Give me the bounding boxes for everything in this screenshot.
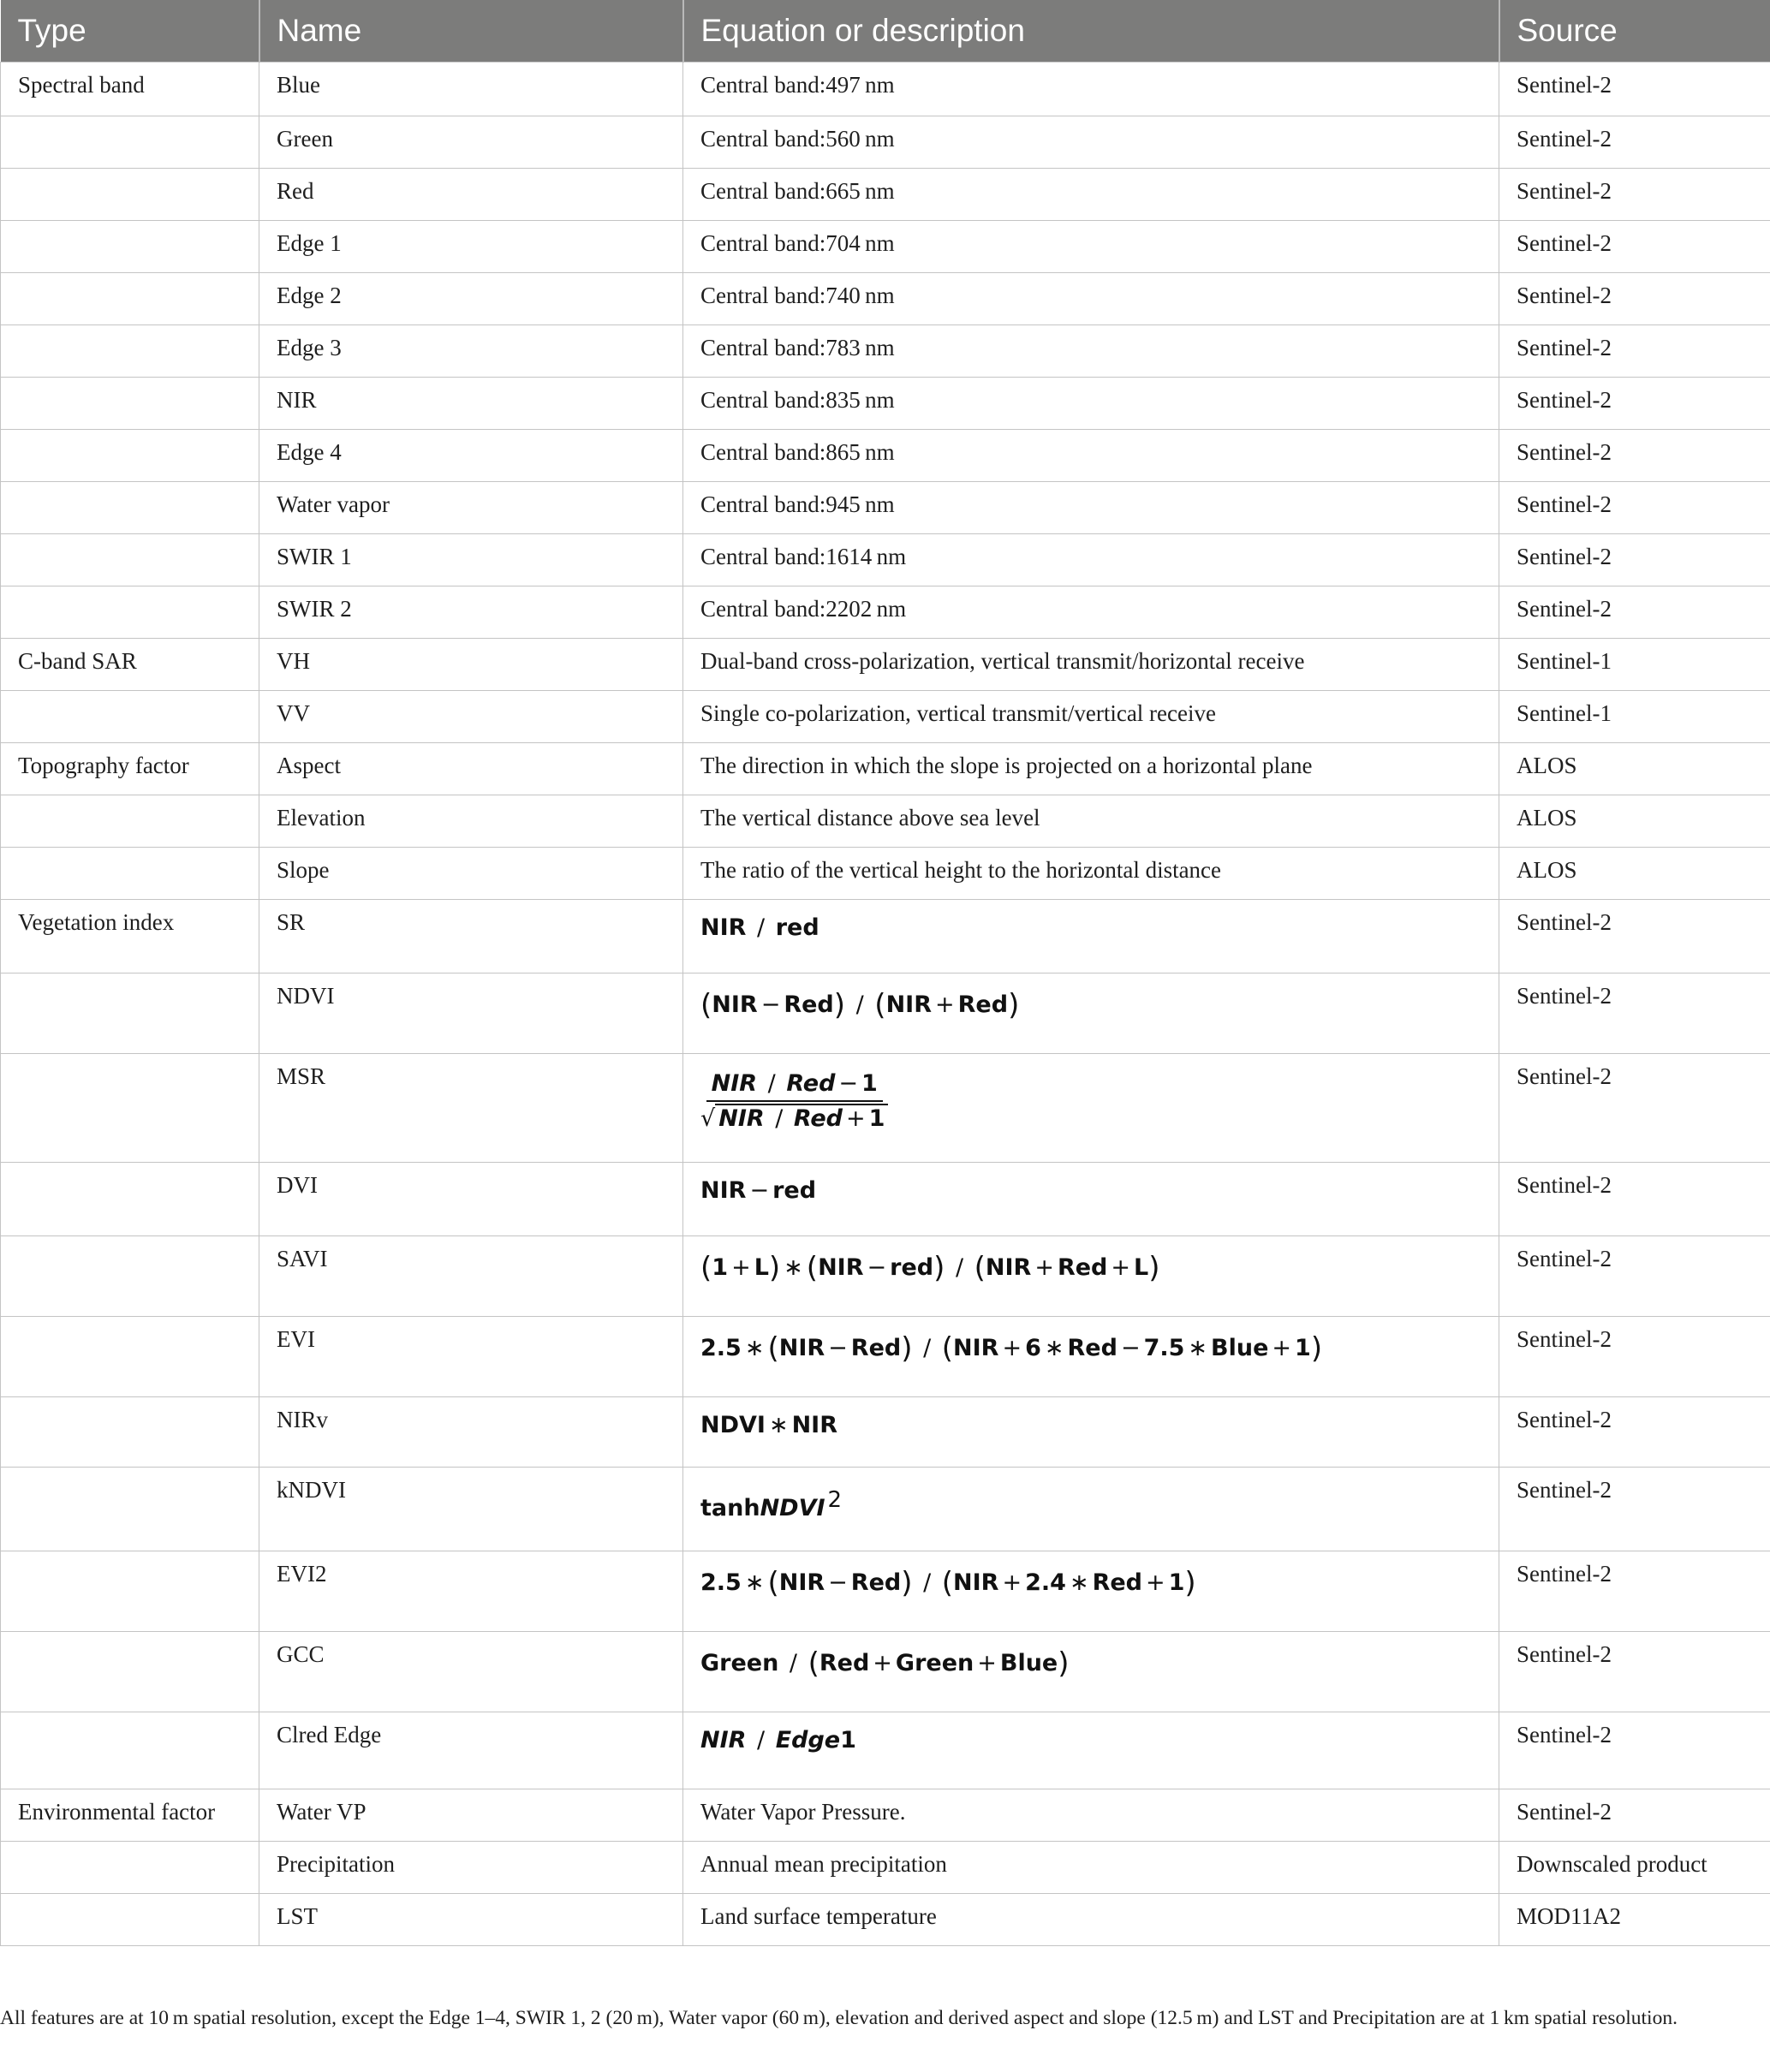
cell-type: Topography factor	[1, 742, 259, 795]
header-name: Name	[259, 0, 683, 62]
cell-name: Water vapor	[259, 481, 683, 533]
cell-desc: Single co-polarization, vertical transmit/vertical receive	[683, 690, 1499, 742]
cell-equation	[683, 1053, 1499, 1162]
cell-desc: Annual mean precipitation	[683, 1841, 1499, 1893]
cell-source: Sentinel-2	[1499, 1631, 1770, 1712]
table-row	[1, 1396, 1770, 1467]
cell-type	[1, 116, 259, 168]
cell-type	[1, 1841, 259, 1893]
cell-desc: Central band:2202 nm	[683, 586, 1499, 638]
table-row	[1, 272, 1770, 324]
cell-source: Sentinel-2	[1499, 324, 1770, 377]
table-row	[1, 533, 1770, 586]
cell-desc: Central band:497 nm	[683, 62, 1499, 116]
cell-name: EVI	[259, 1316, 683, 1396]
cell-name: EVI2	[259, 1551, 683, 1631]
equation-sr: NIR / red	[700, 914, 819, 941]
cell-type	[1, 1467, 259, 1551]
header-description: Equation or description	[683, 0, 1499, 62]
table-row	[1, 586, 1770, 638]
table-row	[1, 1162, 1770, 1235]
cell-desc: Central band:783 nm	[683, 324, 1499, 377]
table-row	[1, 1551, 1770, 1631]
cell-type: Spectral band	[1, 62, 259, 116]
cell-type	[1, 1396, 259, 1467]
equation-savi: (1 + L) ∗ (NIR − red) / (NIR + Red + L)	[700, 1250, 1160, 1285]
cell-name: SAVI	[259, 1235, 683, 1316]
cell-desc: The vertical distance above sea level	[683, 795, 1499, 847]
cell-desc: Central band:1614 nm	[683, 533, 1499, 586]
cell-source: Sentinel-2	[1499, 1316, 1770, 1396]
cell-source: Downscaled product	[1499, 1841, 1770, 1893]
table-row	[1, 1789, 1770, 1841]
cell-type	[1, 1551, 259, 1631]
cell-name: NIRv	[259, 1396, 683, 1467]
cell-type	[1, 1053, 259, 1162]
cell-type	[1, 481, 259, 533]
cell-name: NDVI	[259, 973, 683, 1053]
table-row	[1, 220, 1770, 272]
cell-source: Sentinel-2	[1499, 586, 1770, 638]
cell-desc: Central band:835 nm	[683, 377, 1499, 429]
table-row	[1, 429, 1770, 481]
table-row	[1, 1467, 1770, 1551]
table-row	[1, 690, 1770, 742]
cell-source: MOD11A2	[1499, 1893, 1770, 1945]
table-row	[1, 1893, 1770, 1945]
cell-source: Sentinel-2	[1499, 220, 1770, 272]
cell-source: Sentinel-2	[1499, 973, 1770, 1053]
table-row	[1, 847, 1770, 899]
cell-type: Environmental factor	[1, 1789, 259, 1841]
cell-type	[1, 1712, 259, 1789]
cell-name: MSR	[259, 1053, 683, 1162]
cell-type	[1, 586, 259, 638]
cell-name: Green	[259, 116, 683, 168]
table-row	[1, 481, 1770, 533]
equation-gcc: Green / (Red + Green + Blue)	[700, 1646, 1070, 1681]
cell-desc: Central band:740 nm	[683, 272, 1499, 324]
cell-type	[1, 272, 259, 324]
equation-ndvi: (NIR − Red) / (NIR + Red)	[700, 987, 1020, 1022]
cell-name: Edge 4	[259, 429, 683, 481]
equation-evi2: 2.5 ∗ (NIR − Red) / (NIR + 2.4 ∗ Red + 1)	[700, 1565, 1196, 1600]
table-row	[1, 168, 1770, 220]
cell-source: ALOS	[1499, 795, 1770, 847]
equation-kndvi: tanhNDVI $^2$	[700, 1486, 843, 1521]
table-row	[1, 377, 1770, 429]
cell-name: NIR	[259, 377, 683, 429]
table-row	[1, 899, 1770, 973]
cell-type	[1, 1162, 259, 1235]
cell-equation	[683, 1235, 1499, 1316]
cell-source: Sentinel-2	[1499, 62, 1770, 116]
table-row	[1, 1841, 1770, 1893]
cell-name: VV	[259, 690, 683, 742]
cell-type	[1, 377, 259, 429]
cell-type	[1, 1316, 259, 1396]
table-row	[1, 795, 1770, 847]
cell-source: Sentinel-2	[1499, 899, 1770, 973]
cell-source: ALOS	[1499, 847, 1770, 899]
cell-type: C-band SAR	[1, 638, 259, 690]
cell-type	[1, 429, 259, 481]
table-row	[1, 324, 1770, 377]
cell-source: Sentinel-2	[1499, 481, 1770, 533]
cell-source: Sentinel-2	[1499, 272, 1770, 324]
cell-name: Slope	[259, 847, 683, 899]
cell-source: Sentinel-2	[1499, 377, 1770, 429]
cell-type	[1, 973, 259, 1053]
cell-equation	[683, 1162, 1499, 1235]
cell-name: SR	[259, 899, 683, 973]
cell-desc: Central band:665 nm	[683, 168, 1499, 220]
cell-type	[1, 690, 259, 742]
cell-source: Sentinel-2	[1499, 1789, 1770, 1841]
cell-source: Sentinel-2	[1499, 1551, 1770, 1631]
cell-type: Vegetation index	[1, 899, 259, 973]
cell-name: Water VP	[259, 1789, 683, 1841]
cell-equation	[683, 1712, 1499, 1789]
table-row	[1, 638, 1770, 690]
cell-name: Elevation	[259, 795, 683, 847]
cell-name: Precipitation	[259, 1841, 683, 1893]
cell-type	[1, 168, 259, 220]
cell-source: Sentinel-2	[1499, 1053, 1770, 1162]
equation-nirv: NDVI ∗ NIR	[700, 1411, 838, 1438]
table-row	[1, 1053, 1770, 1162]
cell-name: Edge 1	[259, 220, 683, 272]
header-type: Type	[1, 0, 259, 62]
table-row	[1, 742, 1770, 795]
cell-source: Sentinel-2	[1499, 1712, 1770, 1789]
cell-name: Aspect	[259, 742, 683, 795]
cell-desc: The direction in which the slope is projected on a horizontal plane	[683, 742, 1499, 795]
cell-source: Sentinel-2	[1499, 1396, 1770, 1467]
cell-equation	[683, 973, 1499, 1053]
cell-desc: Land surface temperature	[683, 1893, 1499, 1945]
cell-source: Sentinel-1	[1499, 690, 1770, 742]
cell-desc: Dual-band cross-polarization, vertical transmit/horizontal receive	[683, 638, 1499, 690]
cell-source: Sentinel-2	[1499, 168, 1770, 220]
cell-equation	[683, 1316, 1499, 1396]
cell-name: Edge 2	[259, 272, 683, 324]
cell-name: Edge 3	[259, 324, 683, 377]
cell-equation	[683, 1551, 1499, 1631]
cell-type	[1, 1235, 259, 1316]
table-row	[1, 1235, 1770, 1316]
header-row	[1, 0, 1770, 62]
cell-source: Sentinel-1	[1499, 638, 1770, 690]
cell-source: Sentinel-2	[1499, 1235, 1770, 1316]
cell-type	[1, 1893, 259, 1945]
cell-type	[1, 1631, 259, 1712]
cell-desc: Central band:865 nm	[683, 429, 1499, 481]
equation-evi: 2.5 ∗ (NIR − Red) / (NIR + 6 ∗ Red − 7.5 ∗ Blue + 1)	[700, 1331, 1323, 1366]
table-row	[1, 973, 1770, 1053]
cell-desc: Central band:560 nm	[683, 116, 1499, 168]
cell-desc: The ratio of the vertical height to the horizontal distance	[683, 847, 1499, 899]
table-row	[1, 1316, 1770, 1396]
cell-source: Sentinel-2	[1499, 116, 1770, 168]
cell-type	[1, 324, 259, 377]
cell-equation	[683, 899, 1499, 973]
cell-name: Red	[259, 168, 683, 220]
cell-type	[1, 533, 259, 586]
cell-name: DVI	[259, 1162, 683, 1235]
cell-equation	[683, 1467, 1499, 1551]
cell-desc: Water Vapor Pressure.	[683, 1789, 1499, 1841]
table-row	[1, 116, 1770, 168]
cell-type	[1, 847, 259, 899]
table-footnote: All features are at 10 m spatial resolution, except the Edge 1–4, SWIR 1, 2 (20 m), Water vapor (60 m), elevation and derived aspect and slope (12.5 m) and LST and Precipitation are at 1 km spatial resolution.	[0, 2007, 1678, 2029]
cell-name: Clred Edge	[259, 1712, 683, 1789]
cell-name: Blue	[259, 62, 683, 116]
cell-desc: Central band:945 nm	[683, 481, 1499, 533]
cell-name: SWIR 1	[259, 533, 683, 586]
cell-equation	[683, 1631, 1499, 1712]
cell-name: GCC	[259, 1631, 683, 1712]
equation-clred-edge: NIR / Edge1	[700, 1726, 856, 1753]
cell-name: kNDVI	[259, 1467, 683, 1551]
cell-name: LST	[259, 1893, 683, 1945]
cell-type	[1, 220, 259, 272]
cell-name: VH	[259, 638, 683, 690]
cell-source: Sentinel-2	[1499, 429, 1770, 481]
equation-dvi: NIR − red	[700, 1176, 817, 1204]
cell-type	[1, 795, 259, 847]
table-row	[1, 62, 1770, 116]
cell-source: Sentinel-2	[1499, 1162, 1770, 1235]
cell-name: SWIR 2	[259, 586, 683, 638]
cell-source: Sentinel-2	[1499, 1467, 1770, 1551]
table-row	[1, 1712, 1770, 1789]
cell-equation	[683, 1396, 1499, 1467]
cell-desc: Central band:704 nm	[683, 220, 1499, 272]
cell-source: Sentinel-2	[1499, 533, 1770, 586]
table-row	[1, 1631, 1770, 1712]
header-source: Source	[1499, 0, 1770, 62]
equation-msr: $\frac{\text{NIR / Red − 1}}{\text{√ NIR / Red + 1}}$	[700, 1069, 888, 1132]
cell-source: ALOS	[1499, 742, 1770, 795]
